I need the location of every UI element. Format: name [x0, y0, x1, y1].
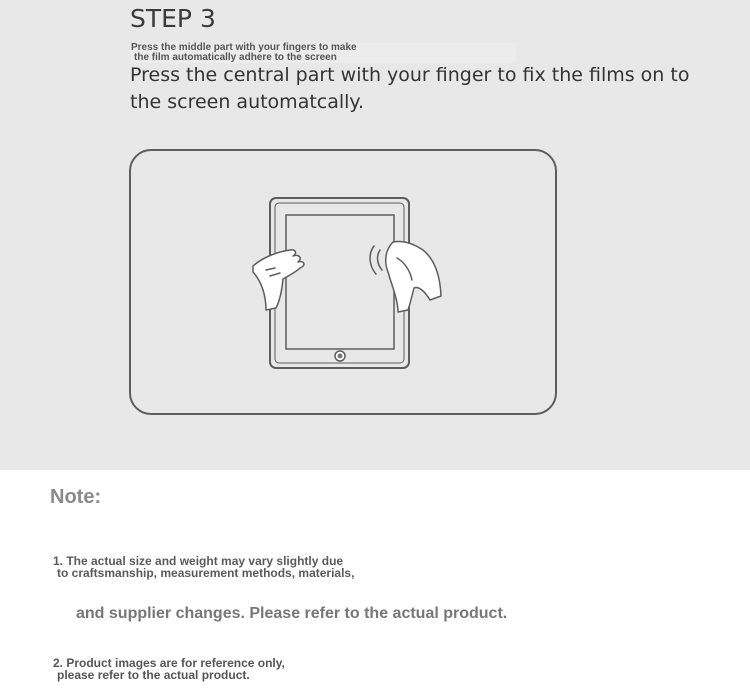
- note-2-line-2: please refer to the actual product.: [57, 668, 250, 682]
- note-1: [53, 555, 713, 579]
- small-caption-line-1: Press the middle part with your fingers to make: [131, 42, 357, 53]
- tablet-icon: [270, 198, 409, 368]
- note-1-line-2: to craftsmanship, measurement methods, materials,: [57, 566, 355, 580]
- small-caption-line-2: the film automatically adhere to the screen: [134, 52, 337, 63]
- step-title: STEP 3: [130, 4, 216, 33]
- note-1-line-1: 1. The actual size and weight may vary slightly due: [53, 554, 344, 568]
- note-2-line-1: 2. Product images are for reference only,: [53, 656, 285, 670]
- note-1-line-3: and supplier changes. Please refer to the actual product.: [76, 605, 508, 622]
- note-2: [53, 657, 285, 681]
- home-button-icon: [335, 351, 345, 361]
- note-title: Note:: [50, 486, 102, 508]
- step-main-caption: Press the central part with your finger to fix the films on to the screen automatcally.: [130, 64, 690, 113]
- hand-icon: [253, 241, 441, 312]
